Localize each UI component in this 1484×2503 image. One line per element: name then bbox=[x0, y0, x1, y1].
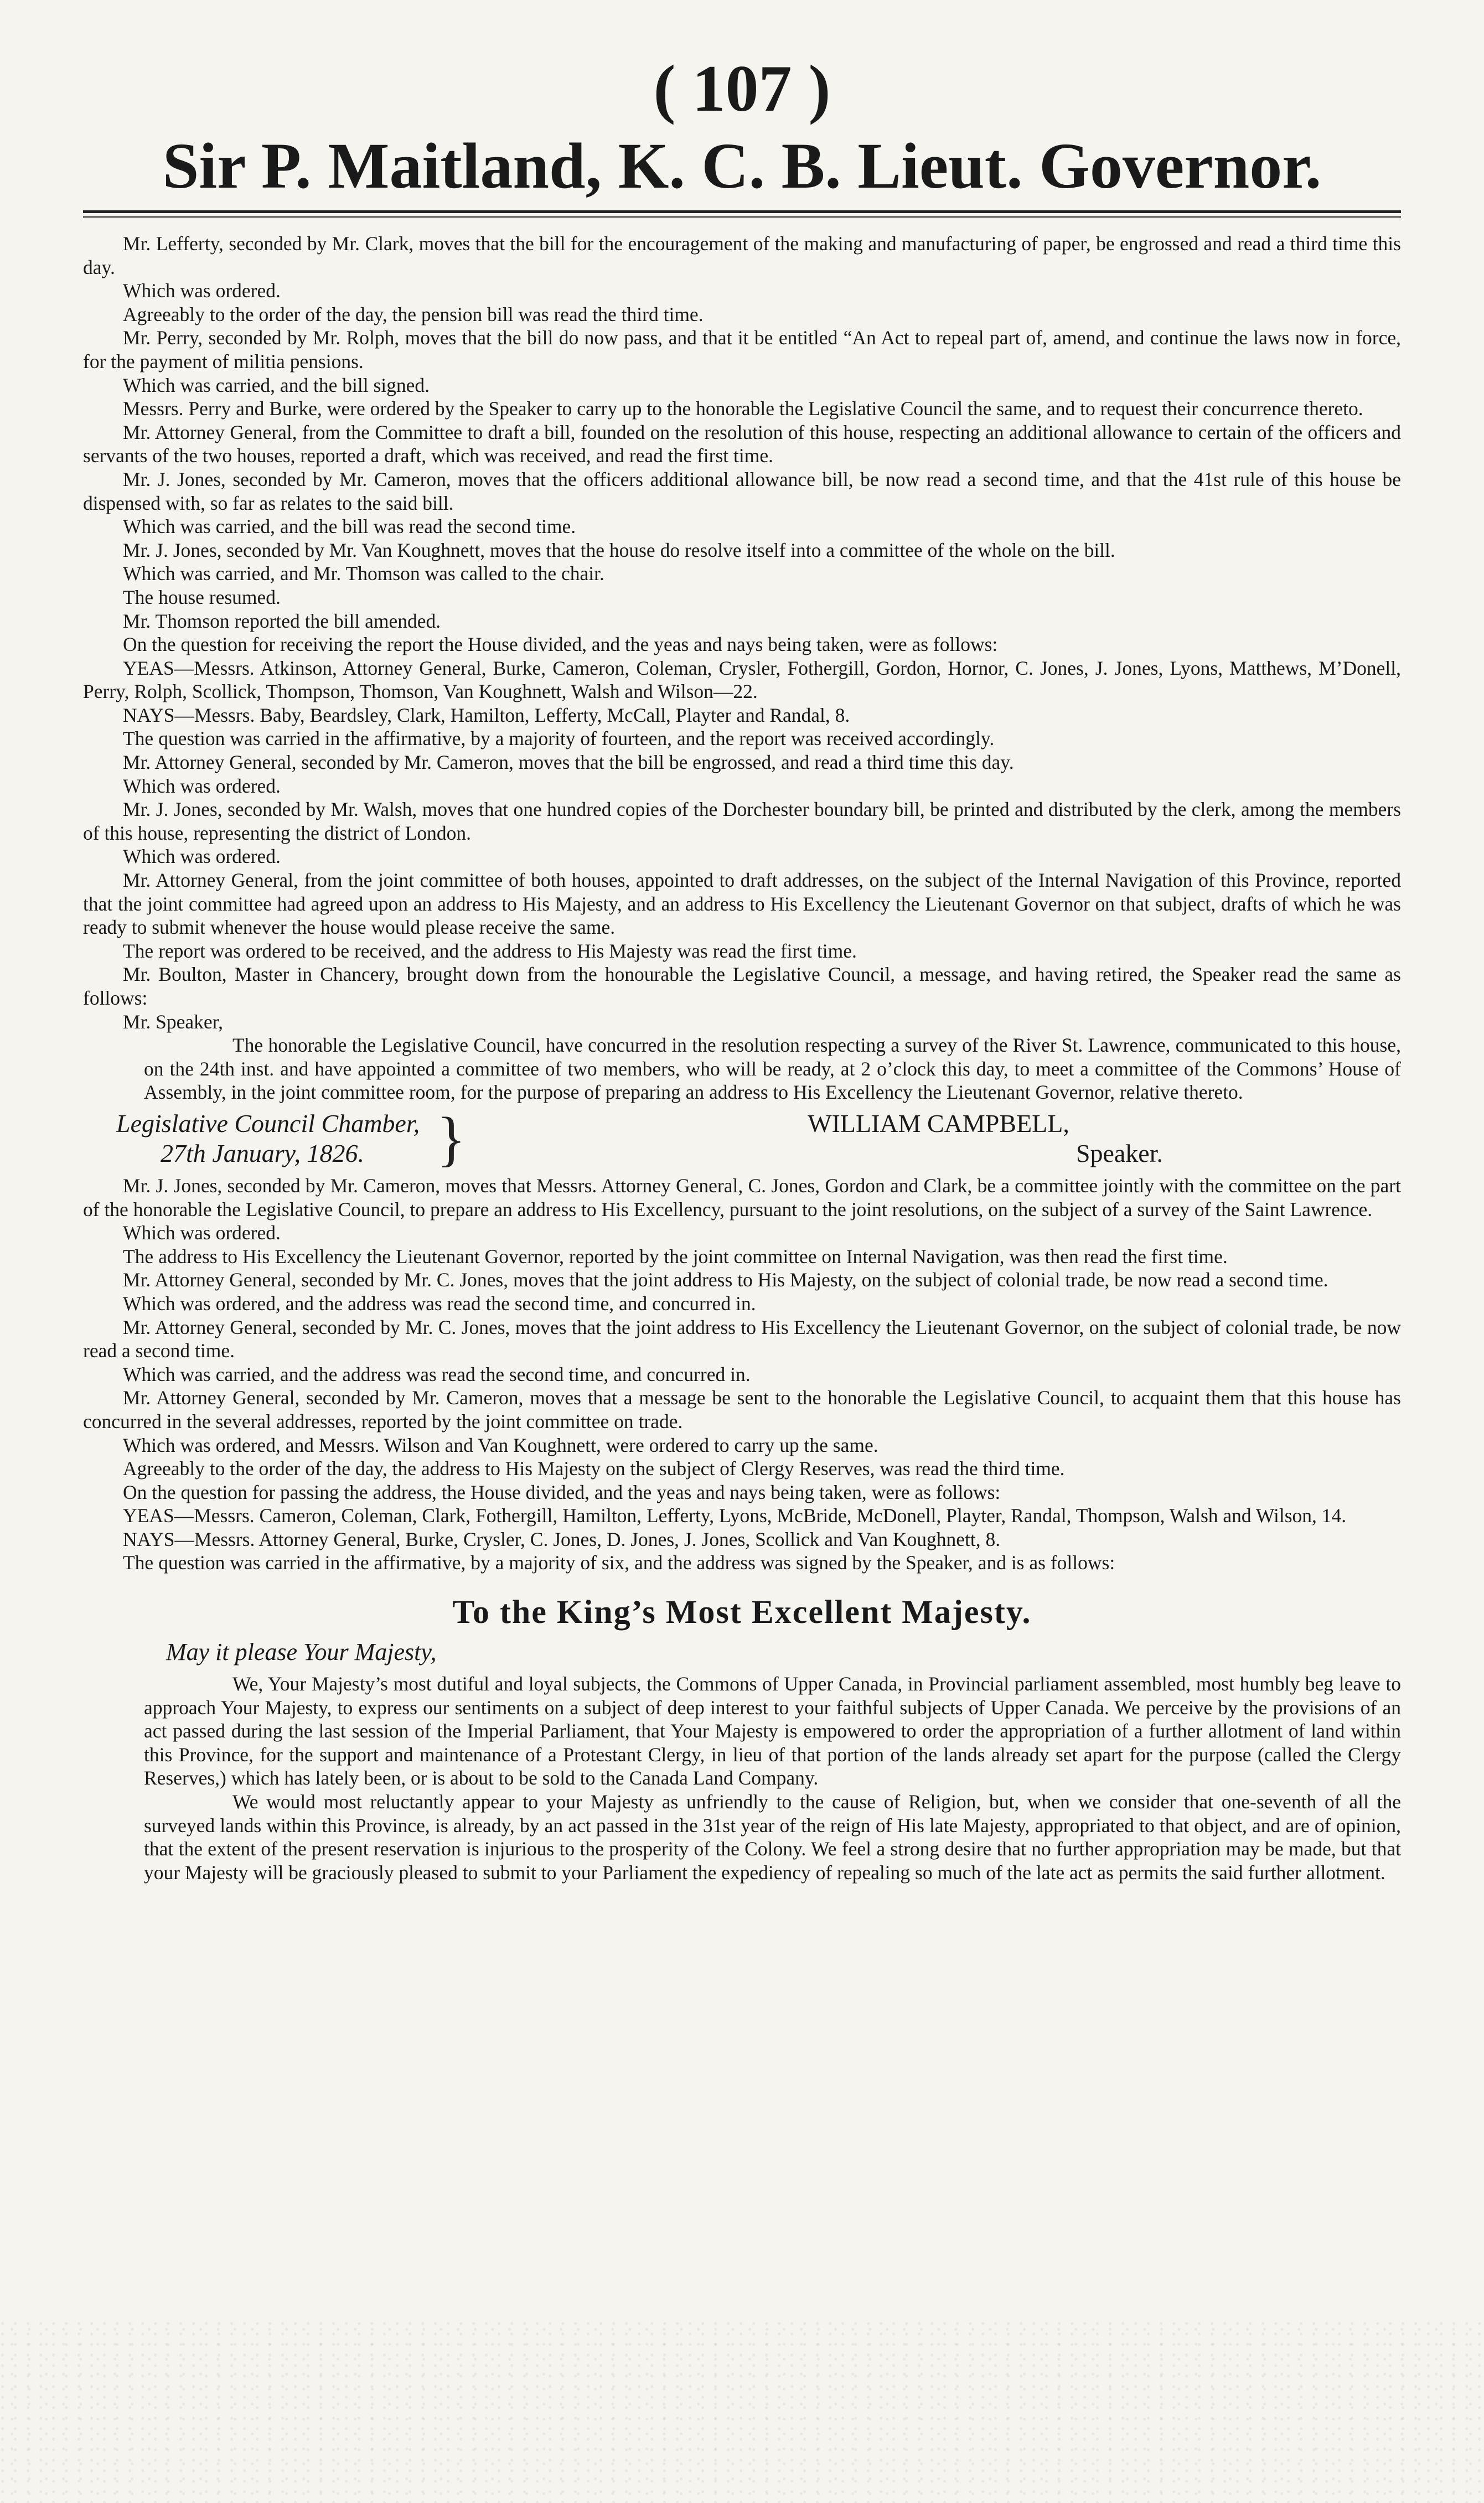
paragraph: NAYS—Messrs. Attorney General, Burke, Crysler, C. Jones, D. Jones, J. Jones, Scollick and Van Koughnett, 8. bbox=[123, 1528, 1001, 1550]
paragraph: YEAS—Messrs. Cameron, Coleman, Clark, Fothergill, Hamilton, Lefferty, Lyons, McBride, McDonell, Playter, Randal, Thompson, Walsh and Wilson, 14. bbox=[123, 1504, 1347, 1527]
paragraph: Which was carried, and the bill was read the second time. bbox=[123, 515, 576, 538]
paragraph: Which was carried, and the address was read the second time, and concurred in. bbox=[123, 1363, 751, 1385]
paragraph: We, Your Majesty’s most dutiful and loyal subjects, the Commons of Upper Canada, in Provincial parliament assembled, most humbly beg leave to approach Your Majesty, to express our sentiments on a subject of deep interest to your faithful subjects of Upper Canada. We perceive by the provisions of an act passed during the last session of the Imperial Parliament, that Your Majesty is empowered to order the appropriation of a further allotment of land within this Province, for the support and maintenance of a Protestant Clergy, in lieu of that portion of the lands already set apart for the purpose (called the Clergy Reserves,) which has lately been, or is about to be sold to the Canada Land Company. bbox=[144, 1673, 1401, 1790]
running-title: Sir P. Maitland, K. C. B. Lieut. Governor. bbox=[162, 130, 1322, 202]
paragraph: The report was ordered to be received, and the address to His Majesty was read the first time. bbox=[123, 939, 857, 962]
signatory-name: WILLIAM CAMPBELL, bbox=[808, 1109, 1069, 1137]
paragraph: Which was carried, and the bill signed. bbox=[123, 374, 430, 396]
address-heading: To the King’s Most Excellent Majesty. bbox=[452, 1594, 1032, 1631]
paragraph: Which was ordered, and Messrs. Wilson and Van Koughnett, were ordered to carry up the same. bbox=[123, 1434, 878, 1456]
council-message bbox=[83, 1033, 1401, 1104]
paragraph: Which was carried, and Mr. Thomson was called to the chair. bbox=[123, 562, 604, 585]
signature-brace: } bbox=[436, 1104, 466, 1172]
paragraph: The question was carried in the affirmative, by a majority of fourteen, and the report was received accordingly. bbox=[123, 727, 995, 750]
paragraph: Mr. Lefferty, seconded by Mr. Clark, moves that the bill for the encouragement of the making and manufacturing of paper, be engrossed and read a third time this day. bbox=[83, 232, 1401, 278]
paper-speckle bbox=[0, 2320, 1484, 2503]
signature-place: Legislative Council Chamber, bbox=[116, 1109, 420, 1137]
paragraph: On the question for passing the address, the House divided, and the yeas and nays being taken, were as follows: bbox=[123, 1481, 1001, 1503]
paragraph: NAYS—Messrs. Baby, Beardsley, Clark, Hamilton, Lefferty, McCall, Playter and Randal, 8. bbox=[123, 704, 850, 726]
paragraph: The house resumed. bbox=[123, 586, 281, 608]
journal-body bbox=[83, 232, 1401, 1884]
paragraph: Mr. J. Jones, seconded by Mr. Cameron, moves that the officers additional allowance bill, be now read a second time, and that the 41st rule of this house be dispensed with, so far as relates to the said bill. bbox=[83, 468, 1401, 514]
paragraph: Mr. Attorney General, seconded by Mr. C. Jones, moves that the joint address to His Excellency the Lieutenant Governor, on the subject of colonial trade, be now read a second time. bbox=[83, 1316, 1401, 1362]
signature-block bbox=[83, 1104, 1401, 1172]
paragraph: Mr. J. Jones, seconded by Mr. Van Koughnett, moves that the house do resolve itself into a committee of the whole on the bill. bbox=[123, 539, 1115, 561]
paragraph: We would most reluctantly appear to your Majesty as unfriendly to the cause of Religion, but, when we consider that one-seventh of all the surveyed lands within this Province, is already, by an act passed in the 31st year of the reign of His late Majesty, appropriated to that object, and are of opinion, that the extent of the present reservation is injurious to the prosperity of the Colony. We feel a strong desire that no further appropriation may be made, but that your Majesty will be graciously pleased to submit to your Parliament the expediency of repealing so much of the late act as permits the said further allotment. bbox=[144, 1791, 1401, 1884]
paragraph: Agreeably to the order of the day, the pension bill was read the third time. bbox=[123, 303, 704, 325]
proceedings-section-b bbox=[83, 1174, 1401, 1575]
paragraph: Mr. J. Jones, seconded by Mr. Walsh, moves that one hundred copies of the Dorchester boundary bill, be printed and distributed by the clerk, among the members of this house, representing the district of London. bbox=[83, 798, 1401, 844]
paragraph: Messrs. Perry and Burke, were ordered by the Speaker to carry up to the honorable the Legislative Council the same, and to request their concurrence thereto. bbox=[123, 397, 1363, 420]
paragraph: Mr. Thomson reported the bill amended. bbox=[123, 609, 441, 632]
paragraph: The address to His Excellency the Lieutenant Governor, reported by the joint committee on Internal Navigation, was then read the first time. bbox=[123, 1245, 1228, 1268]
paragraph: The question was carried in the affirmative, by a majority of six, and the address was signed by the Speaker, and is as follows: bbox=[123, 1552, 1115, 1574]
paragraph: Mr. Boulton, Master in Chancery, brought down from the honourable the Legislative Council, a message, and having retired, the Speaker read the same as follows: bbox=[83, 963, 1401, 1009]
paragraph: Mr. Attorney General, seconded by Mr. Cameron, moves that a message be sent to the honorable the Legislative Council, to acquaint them that this house has concurred in the several addresses, reported by the joint committee on trade. bbox=[83, 1387, 1401, 1432]
paragraph: YEAS—Messrs. Atkinson, Attorney General, Burke, Cameron, Coleman, Crysler, Fothergill, Gordon, Hornor, C. Jones, J. Jones, Lyons, Matthews, M’Donell, Perry, Rolph, Scollick, Thompson, Thomson, Van Koughnett, Walsh and Wilson—22. bbox=[83, 656, 1401, 703]
signatory-title: Speaker. bbox=[1075, 1139, 1163, 1167]
paragraph: Mr. Attorney General, seconded by Mr. C. Jones, moves that the joint address to His Majesty, on the subject of colonial trade, be now read a second time. bbox=[123, 1269, 1328, 1291]
paragraph: Agreeably to the order of the day, the address to His Majesty on the subject of Clergy Reserves, was read the third time. bbox=[123, 1457, 1065, 1480]
address-text bbox=[83, 1672, 1401, 1884]
page-number: ( 107 ) bbox=[653, 51, 831, 125]
paragraph: On the question for receiving the report the House divided, and the yeas and nays being taken, were as follows: bbox=[123, 633, 998, 656]
paragraph: Which was ordered. bbox=[123, 774, 281, 797]
signature-date: 27th January, 1826. bbox=[161, 1139, 364, 1167]
address-salutation: May it please Your Majesty, bbox=[166, 1638, 437, 1666]
header-rule bbox=[83, 210, 1401, 218]
paragraph: Which was ordered. bbox=[123, 845, 281, 868]
paragraph: Mr. Attorney General, seconded by Mr. Cameron, moves that the bill be engrossed, and read a third time this day. bbox=[123, 751, 1014, 774]
paragraph: Which was ordered. bbox=[123, 280, 281, 302]
paragraph: Which was ordered, and the address was read the second time, and concurred in. bbox=[123, 1292, 756, 1315]
paragraph: Mr. J. Jones, seconded by Mr. Cameron, moves that Messrs. Attorney General, C. Jones, Gordon and Clark, be a committee jointly with the committee on the part of the honorable the Legislative Council, to prepare an address to His Excellency, pursuant to the joint resolutions, on the subject of a survey of the Saint Lawrence. bbox=[83, 1174, 1401, 1221]
paragraph: Mr. Speaker, bbox=[123, 1010, 223, 1033]
signature-signatory bbox=[476, 1109, 1401, 1168]
message-paragraph: The honorable the Legislative Council, have concurred in the resolution respecting a survey of the River St. Lawrence, communicated to this house, on the 24th inst. and have appointed a committee of two members, who will be ready, at 2 o’clock this day, to meet a committee of the Commons’ House of Assembly, in the joint committee room, for the purpose of preparing an address to His Excellency the Lieutenant Governor, relative thereto. bbox=[144, 1034, 1401, 1104]
paragraph: Which was ordered. bbox=[123, 1222, 281, 1244]
paragraph: Mr. Attorney General, from the joint committee of both houses, appointed to draft addresses, on the subject of the Internal Navigation of this Province, reported that the joint committee had agreed upon an address to His Majesty, and an address to His Excellency the Lieutenant Governor on that subject, drafts of which he was ready to submit whenever the house would please receive the same. bbox=[83, 869, 1401, 939]
proceedings-section-a bbox=[83, 232, 1401, 1033]
paragraph: Mr. Perry, seconded by Mr. Rolph, moves that the bill do now pass, and that it be entitled “An Act to repeal part of, amend, and continue the laws now in force, for the payment of militia pensions. bbox=[83, 327, 1401, 373]
paragraph: Mr. Attorney General, from the Committee to draft a bill, founded on the resolution of this house, respecting an additional allowance to certain of the officers and servants of the two houses, reported a draft, which was received, and read the first time. bbox=[83, 421, 1401, 467]
signature-place-date bbox=[83, 1109, 426, 1168]
